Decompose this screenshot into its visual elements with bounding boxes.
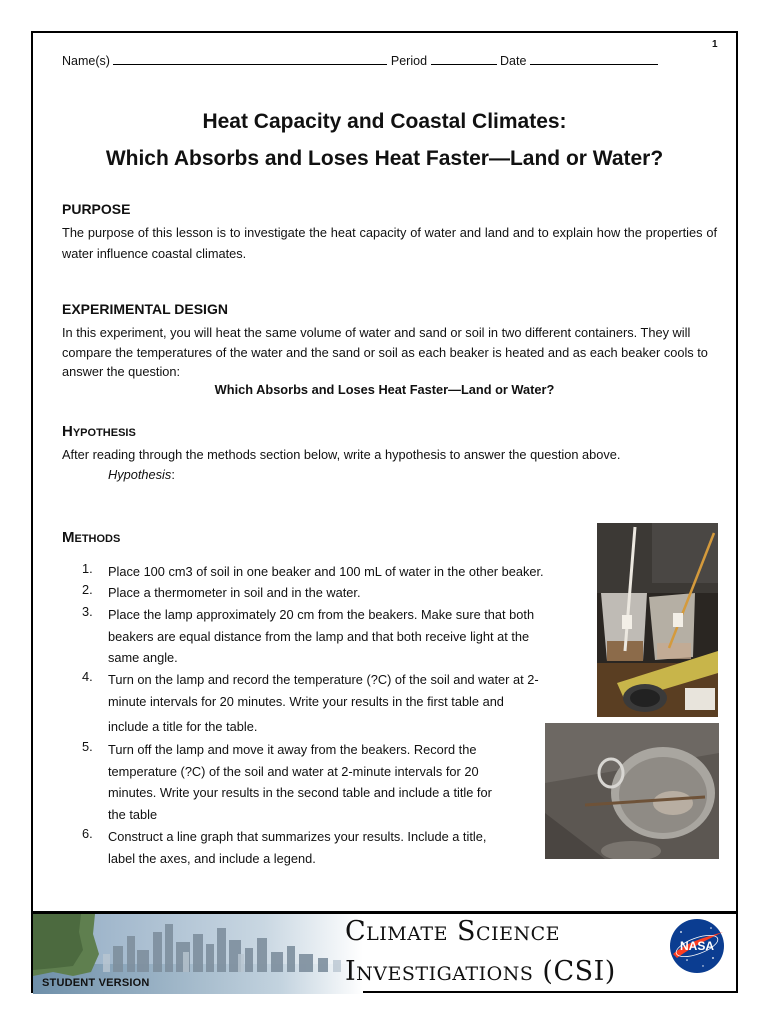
step-text-line: the table xyxy=(108,806,158,822)
footer-title-line2: Investigations (CSI) xyxy=(345,956,616,987)
page-title: Heat Capacity and Coastal Climates: xyxy=(202,110,567,133)
nasa-logo-text: NASA xyxy=(679,939,715,953)
experimental-design-text: In this experiment, you will heat the same volume of water and sand or soil in two different containers. They will compare the temperatures of the water and the sand or soil as each beaker is heated and as each beaker cools to answer the question: xyxy=(62,325,708,379)
page-number: 1 xyxy=(712,39,718,50)
beakers-photo-image xyxy=(597,523,718,717)
cup-photo-image xyxy=(545,723,719,859)
step-number: 6. xyxy=(82,826,93,841)
step-text-line: Turn off the lamp and move it away from the beakers. Record the xyxy=(108,742,477,757)
research-question: Which Absorbs and Loses Heat Faster—Land or Water? xyxy=(214,382,555,397)
date-label: Date xyxy=(500,54,527,68)
nasa-logo xyxy=(667,916,727,976)
page-subtitle: Which Absorbs and Loses Heat Faster—Land or Water? xyxy=(105,147,664,170)
purpose-text: The purpose of this lesson is to investigate the heat capacity of water and land and to explain how the properties of water influence coastal climates. xyxy=(62,225,717,261)
footer-title-line1: Climate Science xyxy=(345,916,560,947)
cup-photo xyxy=(545,723,719,859)
step-text-line: minutes. Write your results in the second table and include a title for xyxy=(108,785,492,800)
step-number: 4. xyxy=(82,669,93,684)
step-text-line: include a title for the table. xyxy=(108,719,258,734)
nasa-logo-icon xyxy=(667,916,727,976)
name-blank[interactable] xyxy=(113,53,387,65)
hypothesis-answer-line[interactable] xyxy=(108,465,408,486)
student-version-label: STUDENT VERSION xyxy=(42,977,150,989)
step-text-line: temperature (?C) of the soil and water at 2-minute intervals for 20 xyxy=(108,763,479,779)
hypothesis-heading: Hypothesis xyxy=(62,423,136,440)
experimental-design-heading: EXPERIMENTAL DESIGN xyxy=(62,301,228,317)
hypothesis-label: Hypothesis xyxy=(108,467,172,482)
hypothesis-colon: : xyxy=(171,467,175,482)
step-text-line: label the axes, and include a legend. xyxy=(108,850,316,866)
date-blank[interactable] xyxy=(530,53,658,65)
step-text-line: Place the lamp approximately 20 cm from the beakers. Make sure that both xyxy=(108,607,535,622)
step-text-line: same angle. xyxy=(108,650,178,665)
student-info-line xyxy=(62,53,658,68)
step-text-line: Turn on the lamp and record the temperature (?C) of the soil and water at 2- xyxy=(108,672,539,687)
period-label: Period xyxy=(390,54,428,68)
step-text-line: beakers are equal distance from the lamp and that both receive light at the xyxy=(108,628,530,644)
hypothesis-instruction: After reading through the methods section below, write a hypothesis to answer the question above. xyxy=(62,447,621,462)
step-text-line: Construct a line graph that summarizes your results. Include a title, xyxy=(108,829,487,844)
name-label: Name(s) xyxy=(62,54,110,68)
step-number: 2. xyxy=(82,582,93,597)
step-number: 5. xyxy=(82,739,93,754)
beakers-photo xyxy=(597,523,718,717)
step-text: Place a thermometer in soil and in the water. xyxy=(108,585,361,600)
period-blank[interactable] xyxy=(431,53,497,65)
step-text: Place 100 cm3 of soil in one beaker and 100 mL of water in the other beaker. xyxy=(108,564,544,579)
step-number: 1. xyxy=(82,561,93,576)
step-text-line: minute intervals for 20 minutes. Write your results in the first table and xyxy=(108,693,504,709)
methods-heading: Methods xyxy=(62,529,121,546)
footer-banner xyxy=(33,911,736,991)
purpose-heading: PURPOSE xyxy=(62,201,131,217)
step-number: 3. xyxy=(82,604,93,619)
